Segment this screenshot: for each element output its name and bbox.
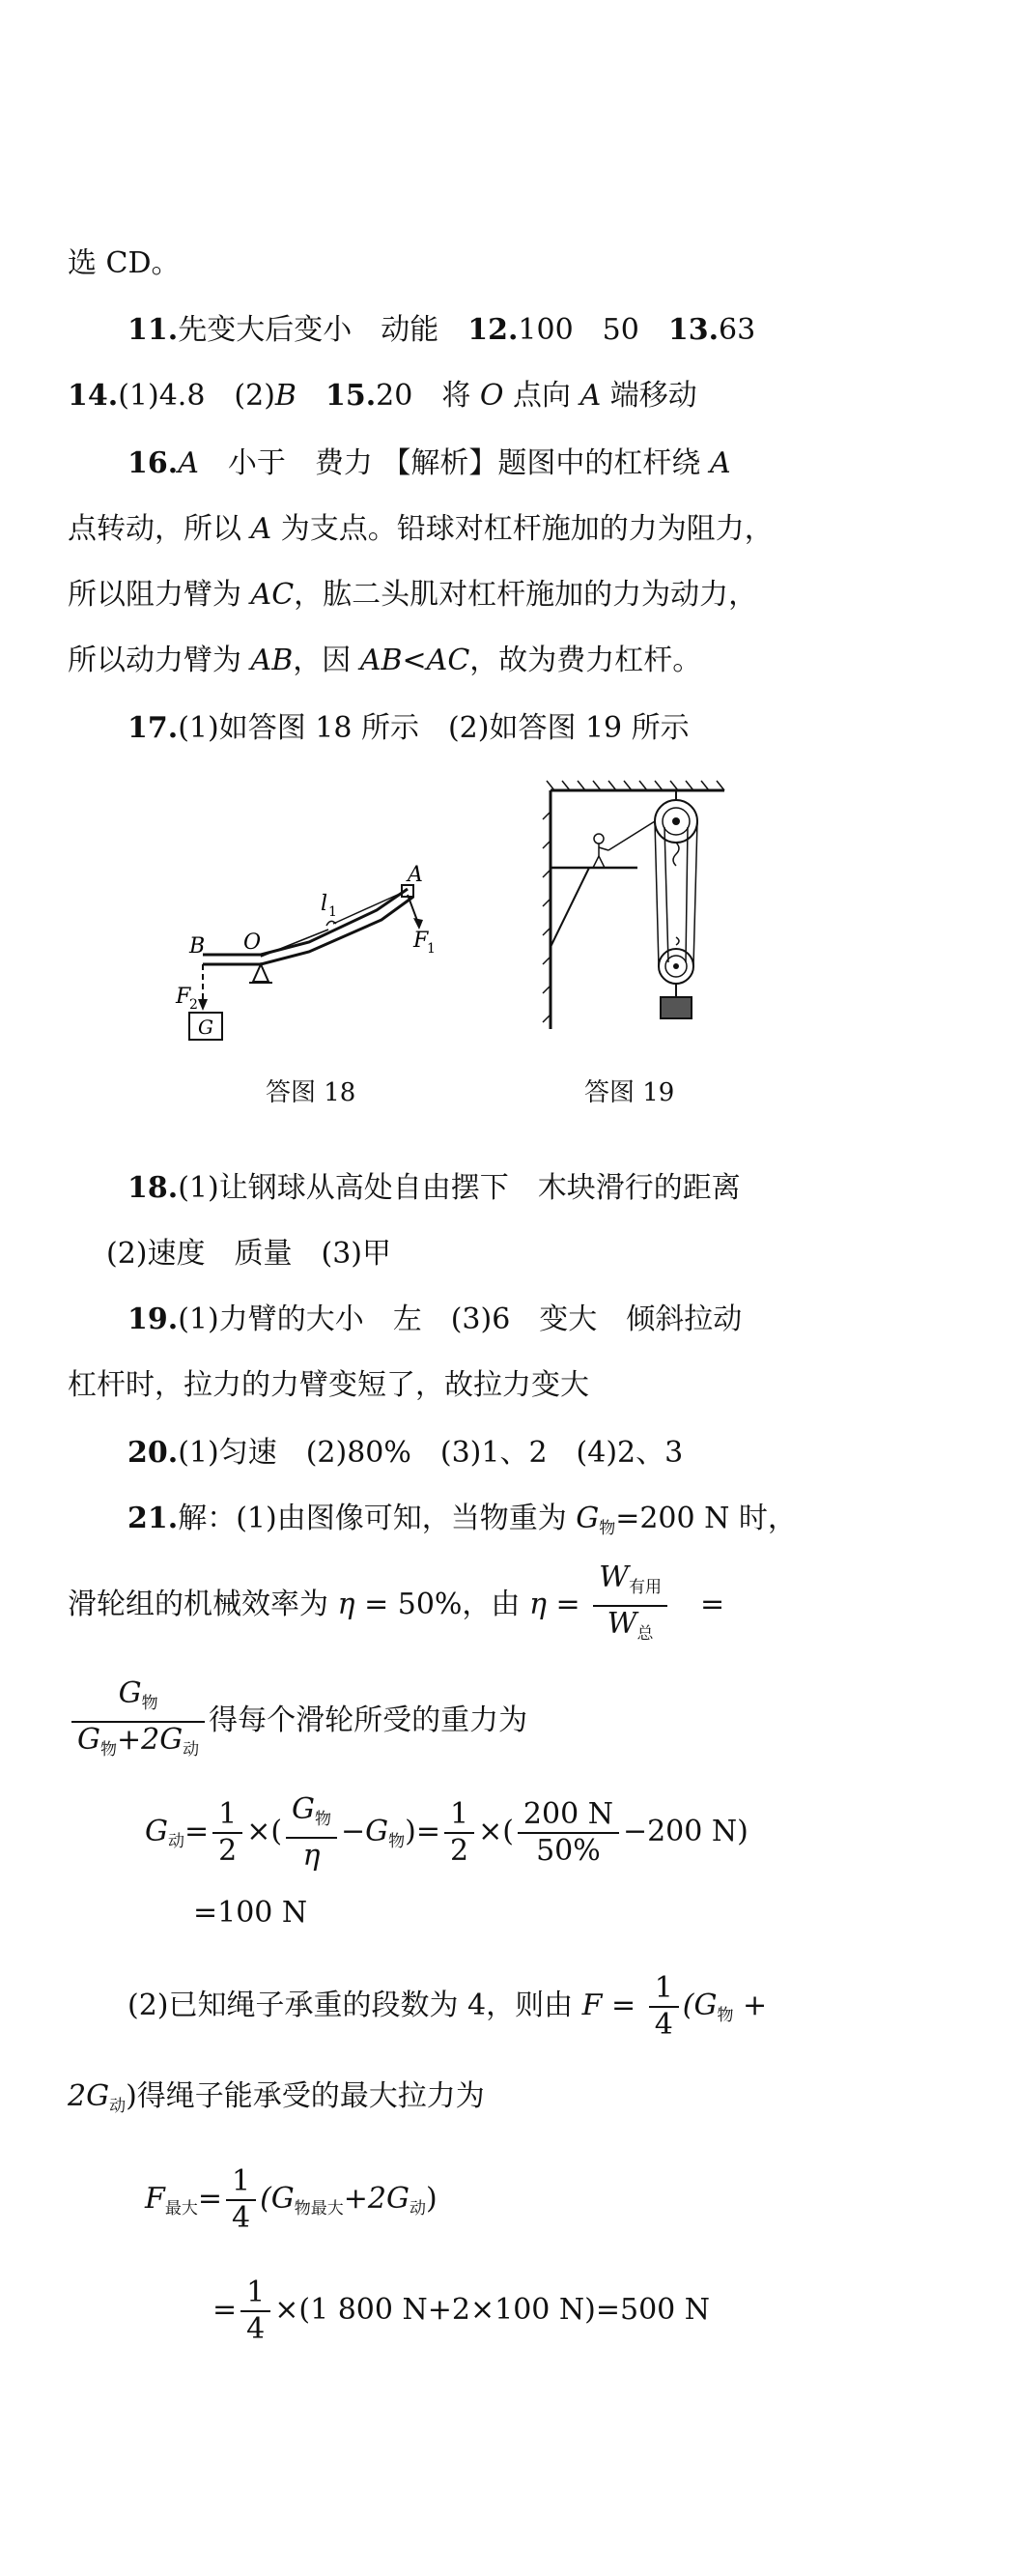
text-line [127, 1971, 767, 2050]
answer-text: (1)如答图 18 所示 (2)如答图 19 所示 [178, 711, 690, 745]
text-line [68, 642, 701, 680]
fraction-half [212, 1797, 242, 1869]
math-symbol: = [184, 1815, 210, 1848]
math-subscript: 物最大 [294, 2199, 344, 2218]
answer-text: ，故为费力杠杆。 [469, 644, 702, 677]
answer-text: AC [426, 644, 470, 677]
text-line [68, 510, 774, 549]
answer-text: (1)让钢球从高处自由摆下 木块滑行的距离 [178, 1171, 741, 1205]
answer-text: 所以阻力臂为 [68, 578, 251, 612]
label-l-subscript: 1 [328, 904, 337, 920]
math-subscript: 物 [599, 1519, 616, 1538]
question-number: 11. [127, 313, 179, 347]
answer-text: 杠杆时，拉力的力臂变短了，故拉力变大 [68, 1368, 589, 1402]
answer-line-21 [127, 1500, 797, 1548]
answer-text: < [402, 644, 427, 677]
answer-text: 先变大后变小 动能 [178, 313, 439, 347]
text-line [68, 1676, 527, 1767]
answer-text: (1)力臂的大小 左 (3)6 变大 倾斜拉动 [178, 1302, 743, 1336]
math-symbol: +2G [116, 1723, 184, 1757]
math-symbol: W [607, 1607, 637, 1641]
math-subscript: 物 [315, 1810, 332, 1829]
math-symbol: 1 [212, 1797, 242, 1834]
answer-text: =200 N 时， [615, 1502, 797, 1535]
question-number: 12. [467, 313, 519, 347]
equation-2 [145, 2164, 438, 2244]
label-F2-subscript: 2 [189, 997, 198, 1013]
question-number: 19. [127, 1302, 179, 1336]
answer-text: ，肱二头肌对杠杆施加的力为动力， [294, 578, 758, 612]
math-symbol: 2 [449, 1834, 469, 1868]
math-symbol: (G [682, 1989, 718, 2022]
math-symbol: 4 [654, 2008, 673, 2042]
math-subscript: 物 [388, 1832, 406, 1851]
math-subscript: 物 [141, 1694, 158, 1713]
question-number: 16. [127, 446, 179, 480]
answer-text: 为支点。铅球对杠杆施加的力为阻力， [271, 512, 774, 546]
math-symbol: G [118, 1676, 142, 1710]
label-B: B [189, 934, 206, 959]
text-line [68, 1366, 589, 1405]
answer-text: (1)4.8 (2) [118, 379, 275, 413]
answer-text: (1)匀速 (2)80% (3)1、2 (4)2、3 [178, 1436, 684, 1470]
answer-text: O [479, 379, 504, 413]
math-symbol: η [528, 1588, 547, 1621]
label-l: l [321, 892, 328, 916]
answer-line-18 [127, 1169, 741, 1208]
math-symbol: = [212, 2293, 238, 2327]
answer-text: B [274, 379, 297, 413]
answer-text: ，因 [293, 644, 360, 677]
math-symbol: ×( [246, 1815, 283, 1848]
label-F1-subscript: 1 [427, 941, 436, 957]
answer-text: 点向 [503, 379, 580, 413]
answer-text: 得每个滑轮所受的重力为 [209, 1703, 528, 1737]
text-line [68, 2077, 485, 2126]
math-symbol: G [145, 1815, 168, 1848]
math-symbol: 1 [649, 1971, 679, 2008]
math-symbol: +2G [343, 2182, 410, 2216]
answer-line-16 [127, 444, 731, 483]
answer-text: 点转动，所以 [68, 512, 251, 546]
math-symbol: η [302, 1839, 321, 1873]
answer-text: AC [250, 578, 295, 612]
answer-text: 滑轮组的机械效率为 [68, 1588, 338, 1621]
math-symbol: 200 N [518, 1797, 619, 1834]
question-number: 15. [325, 379, 377, 413]
answer-text: A [709, 446, 731, 480]
equation-1 [145, 1792, 749, 1876]
math-symbol: −G [341, 1815, 389, 1848]
fraction-half [444, 1797, 474, 1869]
math-symbol: 50% [536, 1834, 601, 1868]
fraction-quarter [226, 2164, 256, 2236]
label-G: G [198, 1016, 213, 1039]
question-number: 17. [127, 711, 179, 745]
question-number: 14. [68, 379, 119, 413]
math-symbol: F [145, 2182, 165, 2216]
math-symbol: =100 N [193, 1896, 308, 1930]
text-line [68, 1560, 724, 1651]
equation-3 [212, 2275, 710, 2347]
label-A: A [408, 863, 423, 887]
math-symbol: W [599, 1560, 630, 1594]
answer-line-19 [127, 1301, 742, 1339]
answer-text: 小于 费力 【解析】题图中的杠杆绕 [198, 446, 710, 480]
answer-text: 63 [719, 313, 756, 347]
math-symbol: )= [405, 1815, 440, 1848]
fraction-efficiency [593, 1560, 667, 1651]
figure-caption-19: 答图 19 [584, 1078, 675, 1107]
question-number: 20. [127, 1436, 179, 1470]
math-symbol: 1 [240, 2275, 270, 2312]
question-number: 21. [127, 1502, 179, 1535]
fraction-G-over-eta [286, 1792, 337, 1874]
math-subscript: 动 [409, 2199, 426, 2218]
figure-caption-18: 答图 18 [266, 1078, 356, 1107]
answer-line-14-15 [68, 377, 697, 415]
math-subscript: 物 [717, 2006, 734, 2025]
text-line [106, 1235, 391, 1274]
answer-line-17 [127, 709, 690, 748]
answer-text: (2)已知绳子承重的段数为 4，则由 [127, 1989, 582, 2022]
answer-text: 解：(1)由图像可知，当物重为 [178, 1502, 577, 1535]
answer-text: 100 50 [518, 313, 639, 347]
math-symbol: η [337, 1588, 355, 1621]
text-line [68, 244, 181, 283]
math-symbol: 4 [246, 2312, 266, 2346]
math-symbol: −200 N) [622, 1815, 749, 1848]
label-F2: F [176, 985, 191, 1009]
math-symbol: + [733, 1989, 768, 2022]
answer-text: 所以动力臂为 [68, 644, 251, 677]
equation-1-result [193, 1894, 307, 1932]
weight-block [661, 997, 692, 1018]
question-number: 18. [127, 1171, 179, 1205]
math-subscript: 动 [183, 1740, 200, 1760]
answer-text: AB [250, 644, 294, 677]
math-symbol: G [292, 1792, 316, 1826]
answer-text: 端移动 [601, 379, 697, 413]
math-subscript: 动 [167, 1832, 184, 1851]
answer-text: A [250, 512, 272, 546]
lever-diagram-figure-18 [164, 841, 454, 1053]
fraction-quarter [240, 2275, 270, 2347]
fulcrum-icon [253, 964, 268, 982]
fraction-200-over-50 [518, 1797, 619, 1869]
answer-text: )得绳子能承受的最大拉力为 [126, 2079, 485, 2113]
answer-text: = 50%，由 [354, 1588, 529, 1621]
math-subscript: 有用 [629, 1578, 663, 1597]
math-symbol: 1 [444, 1797, 474, 1834]
answer-text: = [700, 1588, 725, 1621]
fraction-weight-ratio [71, 1676, 205, 1767]
math-symbol: ) [425, 2182, 438, 2216]
math-subscript: 最大 [164, 2199, 198, 2218]
label-O: O [243, 930, 262, 955]
answer-text: A [178, 446, 199, 480]
math-symbol: = [197, 2182, 222, 2216]
math-symbol: G [77, 1723, 100, 1757]
question-number: 13. [667, 313, 720, 347]
answer-text: A [579, 379, 602, 413]
text-line [68, 576, 757, 615]
answer-text: AB [359, 644, 403, 677]
person-icon [594, 834, 604, 844]
math-symbol: 2 [218, 1834, 238, 1868]
math-subscript: 动 [109, 2097, 127, 2116]
label-F1: F [413, 929, 429, 953]
math-subscript: 总 [636, 1624, 654, 1644]
continuation-text: 选 CD。 [68, 246, 181, 280]
math-symbol: 1 [226, 2164, 256, 2201]
math-symbol: (G [260, 2182, 295, 2216]
math-symbol: ×(1 800 N+2×100 N)=500 N [274, 2293, 711, 2327]
answer-text: (2)速度 质量 (3)甲 [106, 1237, 391, 1271]
answer-line-11-13 [127, 311, 755, 350]
math-symbol: ×( [478, 1815, 514, 1848]
math-subscript: 物 [99, 1740, 117, 1760]
math-symbol: 2G [68, 2079, 110, 2113]
pulley-diagram-figure-19 [541, 773, 734, 1053]
fraction-quarter [649, 1971, 679, 2043]
answer-line-20 [127, 1434, 683, 1473]
math-symbol: 4 [231, 2201, 251, 2235]
answer-text: = [546, 1588, 590, 1621]
math-symbol: F [581, 1989, 603, 2022]
answer-text: 20 将 [376, 379, 480, 413]
math-symbol: = [602, 1989, 645, 2022]
math-symbol: G [576, 1502, 600, 1535]
